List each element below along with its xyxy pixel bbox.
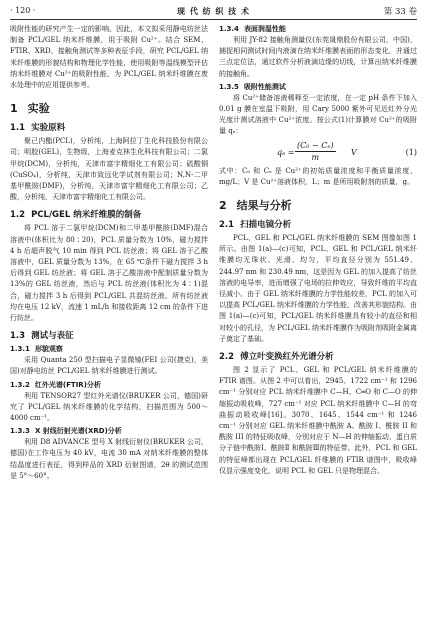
- subsection-number: 2.1: [219, 220, 235, 231]
- subsection-title: 扫描电镜分析: [240, 220, 292, 231]
- right-column: [219, 24, 417, 477]
- subsection-heading: [10, 329, 208, 341]
- subsubsection-number: 1.3.2: [10, 380, 30, 389]
- equation-lhs: qₑ =: [277, 147, 295, 157]
- subsection-number: 1.2: [10, 210, 26, 221]
- section-number: 1: [10, 102, 18, 116]
- subsubsection-heading: [219, 24, 417, 34]
- sem-method-paragraph: 采用 Quanta 250 型扫描电子显微镜(FEI 公司(捷克)，美国)对静电纺丝 PCL/GEL 纳米纤维膜进行测试。: [10, 356, 208, 376]
- subsection-title: 傅立叶变换红外光谱分析: [240, 352, 334, 363]
- subsubsection-number: 1.3.1: [10, 345, 30, 354]
- subsubsection-heading: [10, 426, 208, 436]
- equation-1: [219, 140, 417, 164]
- page-number: · 120 ·: [10, 6, 36, 15]
- page-header: [10, 5, 417, 20]
- section-title: 实验: [27, 102, 50, 116]
- section-number: 2: [219, 199, 227, 213]
- subsection-heading: [10, 121, 208, 133]
- left-column: [10, 24, 208, 482]
- subsubsection-number: 1.3.4: [219, 25, 239, 33]
- equation-denominator: m: [311, 152, 320, 162]
- ftir-results-paragraph: 图 2 显示了 PCL、GEL 和 PCL/GEL 纳米纤维膜的 FTIR 谱图。从图 2 中可以看出，2945、1722 cm⁻¹ 和 1296 cm⁻¹ 分别对应 PCL 纳米纤维膜中 C—H、C═O 和 C—O 的伸缩振动吸收峰，727 cm⁻¹ 对应 PCL 纳米纤维膜中 C—H 的弯曲振动吸收峰[16]。3070、1645、1544 cm⁻¹ 和 1246 cm⁻¹ 分别对应 GEL 纳米纤维膜中酰胺 A、酰胺 I、酰胺 II 和酰胺 III 的特征吸收峰，分别对应于 N—H 的伸缩振动、蛋白质分子链中酰胺Ⅰ、酰胺Ⅱ 和酰胺Ⅲ的特征带。此外，PCL 和 GEL 的特征峰都出现在 PCL/GEL 纤维膜的 FTIR 谱图中，吸收峰仅显示强度变化，说明 PCL 和 GEL 只是物理混合。: [219, 366, 418, 475]
- sem-results-paragraph: PCL、GEL 和 PCL/GEL 纳米纤维膜的 SEM 图像如图 1 所示。由图 1(a)—(c)可知，PCL、GEL 和 PCL/GEL 纳米纤维膜均无珠状、光滑、均匀，平均直径分别为 551.49、244.97 nm 和 230.49 nm，这是因为 GEL 的加入提高了纺丝溶液的电导率，进而增强了电场的拉伸效应，导致纤维的平均直径减小。由于 GEL 纳米纤维膜的力学性能较差，PCL 的加入可以提高 PCL/GEL 纳米纤维膜的力学性能，改善其形貌结构。由图 1(a)—(c)可知，PCL/GEL 纳米纤维膜具有较小的直径和相对较小的孔径，为 PCL/GEL 纳米纤维膜作为吸附剂吸附金属离子奠定了基础。: [219, 234, 417, 343]
- subsection-heading: [219, 350, 417, 362]
- ftir-method-paragraph: 利用 TENSOR27 型红外光谱仪(BRUKER 公司，德国)研究了 PCL/GEL 纳米纤维膜的化学结构，扫描范围为 500～4000 cm⁻¹。: [10, 391, 208, 423]
- intro-paragraph: 吸附性能的研究产生一定的影响。因此，本文拟采用静电纺丝法制备 PCL/GEL 纳米纤维膜，用于吸附 Cu²⁺。结合 SEM、FTIR、XRD、接触角测试等多种表征手段，研究 PCL/GEL 纳米纤维膜的形貌结构和物理化学性能，使用吸附等温线模型评估纳米纤维膜对 Cu²⁺的吸附性能，为 PCL/GEL 纳米纤维膜在废水处理中的应用提供参考。: [10, 25, 208, 90]
- wettability-paragraph: 利用 JY-82 接触角测量仪(东莞晟鼎股份有限公司，中国)，捕捉相同测试时间内液滴在纳米纤维膜表面的形态变化，并通过三点定位法，通过软件分析液滴边缘的切线，计算出纳米纤维膜的接触角。: [219, 36, 417, 78]
- adsorption-method-paragraph: 将 Cu²⁺储备溶液稀释至一定浓度，在一定 pH 条件下加入 0.01 g 膜在室温下吸附，用 Cary 5000 紫外可见近红外分光光度计测试溶液中 Cu²⁺浓度。按公式(1)计算膜对 Cu²⁺的吸附量 qₑ：: [219, 93, 417, 136]
- equation-numerator: (C₀ − Cₑ): [297, 140, 334, 150]
- section-heading: [10, 100, 208, 116]
- subsection-heading: [219, 218, 417, 230]
- equation-number: (1): [405, 147, 417, 157]
- subsubsection-title: 形貌观察: [34, 345, 63, 354]
- subsubsection-number: 1.3.5: [219, 82, 239, 91]
- subsection-number: 2.2: [219, 352, 235, 363]
- subsubsection-title: 红外光谱(FTIR)分析: [34, 380, 101, 389]
- equation-fraction: [295, 140, 336, 163]
- subsection-title: 测试与表征: [31, 331, 74, 342]
- subsubsection-heading: [219, 82, 417, 92]
- subsubsection-title: 表面润湿性能: [243, 25, 286, 33]
- volume-label: 第 33 卷: [383, 7, 417, 17]
- materials-paragraph: 聚己内酯(PCL)，分析纯，上海阿拉丁生化科技股份有限公司；明胶(GEL)，生物级，上海麦克林生化科技有限公司；二氯甲烷(DCM)，分析纯，天津市富宇精细化工有限公司；硫酸铜(CuSO₄)，分析纯，天津市致远化学试剂有限公司；N,N-二甲基甲酰胺(DMF)，分析纯，天津市富宇精细化工有限公司；乙酸，分析纯，天津市富宇精细化工有限公司。: [10, 137, 208, 202]
- subsubsection-number: 1.3.3: [10, 427, 30, 436]
- section-heading: [219, 197, 417, 213]
- xrd-method-paragraph: 利用 D8 ADVANCE 型号 X 射线衍射仪(BRUKER 公司，德国)在工作电压为 40 kV，电流 30 mA 对纳米纤维膜的整体结晶度进行表征，得到样品的 XRD 衍射图谱，2θ 的测试范围是 5°～60°。: [10, 438, 208, 480]
- journal-name: 现 代 纺 织 技 术: [177, 6, 250, 16]
- preparation-paragraph: 将 PCL 溶于二氯甲烷(DCM)和二甲基甲酰胺(DMF)混合溶液中(体积比为 80∶20)，PCL 质量分数为 10%，磁力搅拌 4 h 后超声脱气 10 min 得到 PCL 纺丝液；将 GEL 溶于乙酸溶液中，GEL 质量分数为 13%，在 65 ℃条件下磁力搅拌 3 h 后得到 GEL 纺丝液；将 GEL 溶于乙酸溶液中配制质量分数为 13%的 GEL 纺丝液，然后与 PCL 纺丝液(体积比为 4∶1)混合，磁力搅拌 3 h 后得到 PCL/GEL 共混纺丝液。所有纺丝液均在电压 12 kV，流速 1 mL/h 和接收距离 12 cm 的条件下进行纺丝。: [10, 224, 208, 323]
- subsubsection-title: 吸附性能测试: [243, 82, 286, 91]
- subsection-number: 1.1: [10, 123, 26, 134]
- subsubsection-heading: [10, 344, 208, 354]
- variables-paragraph: 式中：C₀ 和 Cₑ 是 Cu²⁺的初始质量浓度和平衡质量浓度，mg/L；V 是 Cu²⁺溶液体积，L；m 是所用吸附剂的质量，g。: [219, 166, 417, 186]
- section-title: 结果与分析: [236, 199, 292, 213]
- equation-tail: V: [351, 147, 357, 157]
- subsubsection-heading: [10, 380, 208, 390]
- subsection-title: PCL/GEL 纳米纤维膜的制备: [31, 210, 142, 221]
- subsubsection-title: X 射线衍射光谱(XRD)分析: [34, 427, 122, 436]
- subsection-title: 实验原料: [31, 123, 66, 134]
- subsection-number: 1.3: [10, 331, 26, 342]
- subsection-heading: [10, 208, 208, 220]
